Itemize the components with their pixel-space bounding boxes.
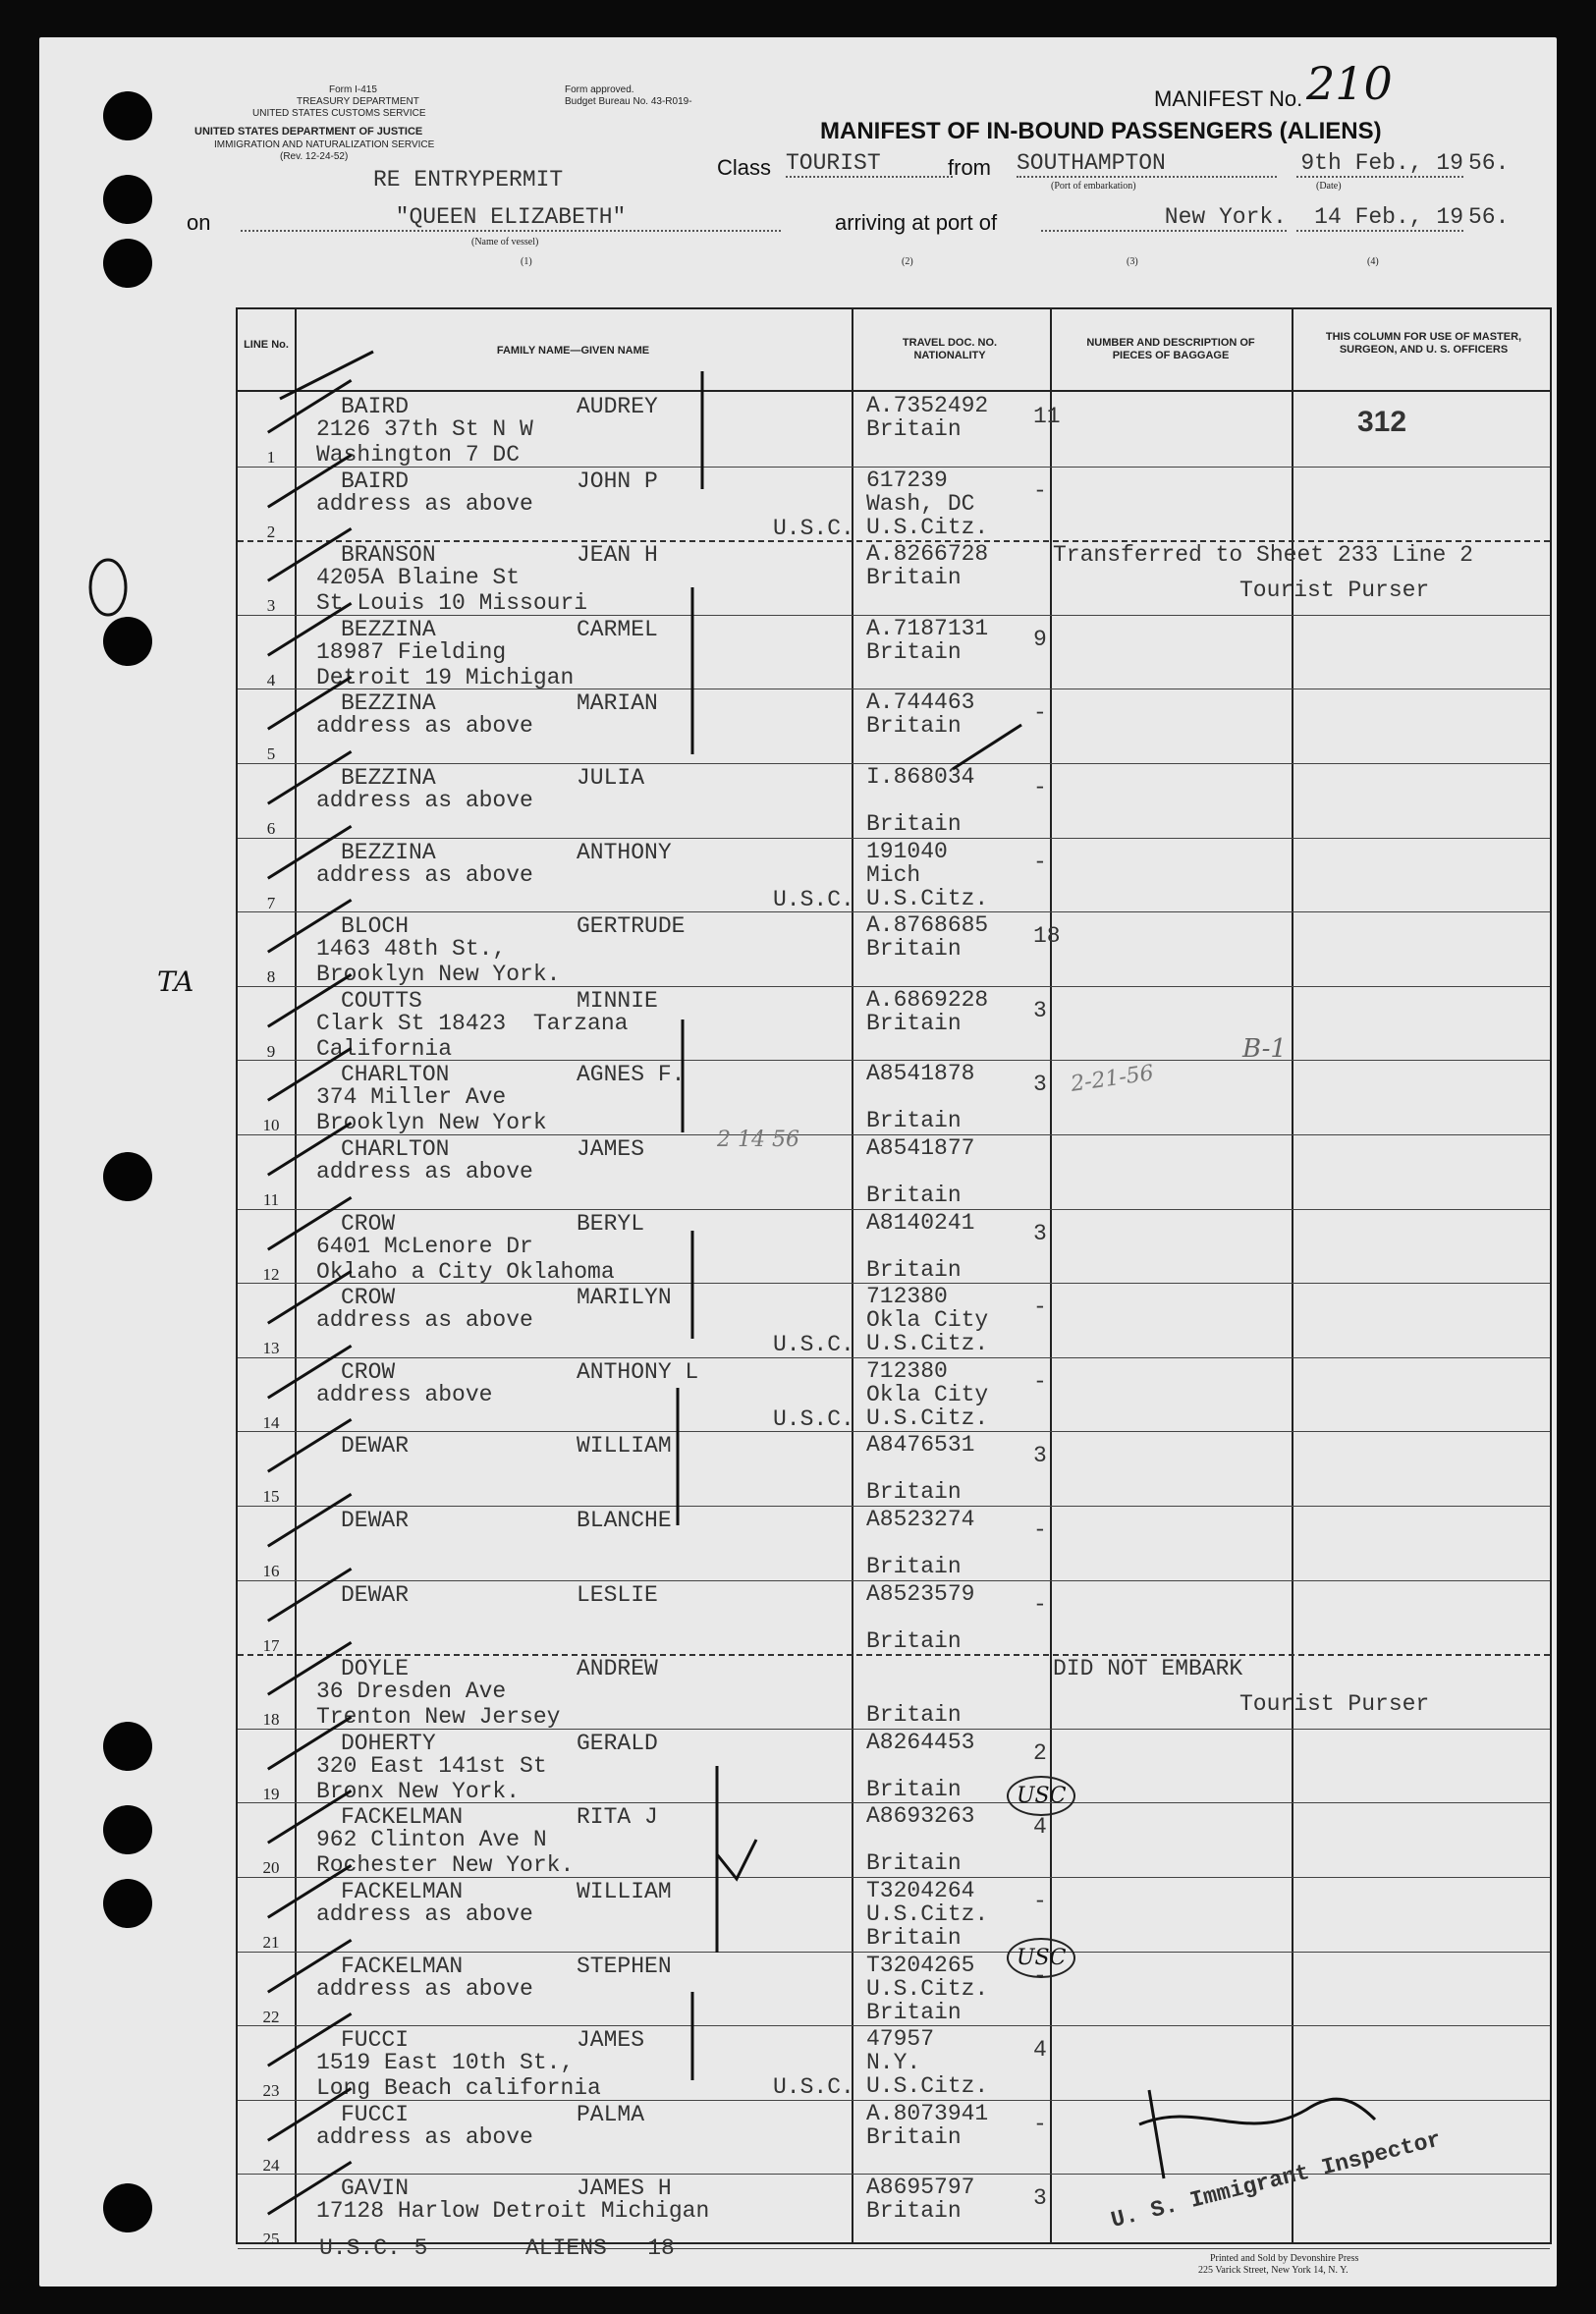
baggage-count: 2 — [1033, 1739, 1047, 1766]
baggage-count: 9 — [1033, 626, 1047, 652]
given-name: JOHN P — [577, 468, 658, 494]
line-number: 4 — [266, 670, 276, 689]
address: address as above — [316, 1901, 533, 1927]
header-line-no: LINE No. — [244, 339, 289, 351]
col1-number: (1) — [521, 256, 532, 267]
b1-mark: B-1 — [1242, 1034, 1287, 1064]
given-name: JAMES H — [577, 2176, 672, 2202]
line-number: 17 — [262, 1635, 280, 1655]
family-name: DEWAR — [341, 1581, 410, 1608]
given-name: PALMA — [577, 2101, 645, 2127]
usc-total: U.S.C. 5 — [319, 2235, 428, 2261]
inspector-stamp: U. S. Immigrant Inspector — [1108, 2126, 1444, 2233]
address: 4205A Blaine St St Louis 10 Missouri — [316, 565, 588, 617]
arrival-year: 56. — [1468, 204, 1510, 230]
family-name: CHARLTON — [341, 1136, 450, 1162]
form-approved: Form approved. — [565, 84, 634, 95]
reentry-permit: RE ENTRYPERMIT — [373, 167, 564, 193]
line-number: 21 — [262, 1933, 280, 1952]
given-name: RITA J — [577, 1804, 658, 1831]
travel-doc: A.7187131 Britain — [866, 615, 989, 665]
family-name: DOYLE — [341, 1656, 410, 1682]
baggage-count: 3 — [1033, 997, 1047, 1023]
port-caption: (Port of embarkation) — [1051, 181, 1136, 192]
family-name: CROW — [341, 1210, 396, 1237]
arrival-date: 14 Feb., 19 — [1296, 204, 1463, 232]
given-name: GERALD — [577, 1730, 658, 1756]
manifest-number: 210 — [1306, 57, 1393, 110]
line-number: 14 — [262, 1412, 280, 1432]
form-revision: (Rev. 12-24-52) — [280, 151, 349, 162]
baggage-count: DID NOT EMBARK — [1053, 1656, 1243, 1682]
line-number: 10 — [262, 1116, 280, 1135]
baggage-count: 3 — [1033, 1443, 1047, 1469]
baggage-count: 11 — [1033, 404, 1061, 429]
baggage-count: - — [1033, 1962, 1047, 1989]
travel-doc: 712380 Okla City U.S.Citz. — [866, 1284, 989, 1357]
travel-doc: A8541878 Britain — [866, 1061, 975, 1134]
line-number: 9 — [266, 1041, 276, 1061]
family-name: CROW — [341, 1285, 396, 1311]
given-name: MINNIE — [577, 987, 658, 1014]
line-number: 1 — [266, 448, 276, 467]
baggage-count: - — [1033, 2111, 1047, 2137]
travel-doc: 617239 Wash, DC U.S.Citz. — [866, 467, 989, 540]
date-caption: (Date) — [1316, 181, 1342, 192]
header-baggage: NUMBER AND DESCRIPTION OF PIECES OF BAGGAGE — [1086, 337, 1255, 361]
official-note: 312 — [1357, 406, 1407, 438]
manifest-page — [39, 37, 1557, 2286]
travel-doc: 712380 Okla City U.S.Citz. — [866, 1357, 989, 1431]
dept-treasury: TREASURY DEPARTMENT — [297, 96, 419, 107]
address: 374 Miller Ave Brooklyn New York — [316, 1084, 547, 1136]
family-name: FUCCI — [341, 2027, 410, 2054]
budget-bureau: Budget Bureau No. 43-R019- — [565, 96, 692, 107]
family-name: FACKELMAN — [341, 1953, 464, 1979]
given-name: JAMES — [577, 2027, 645, 2054]
travel-doc: 47957 N.Y. U.S.Citz. — [866, 2026, 989, 2100]
address: address as above — [316, 1159, 533, 1185]
family-name: FACKELMAN — [341, 1879, 464, 1904]
printer-line-2: 225 Varick Street, New York 14, N. Y. — [1198, 2265, 1348, 2276]
baggage-count: 4 — [1033, 1814, 1047, 1841]
given-name: STEPHEN — [577, 1953, 672, 1979]
travel-doc: A.8768685 Britain — [866, 912, 989, 963]
line-number: 13 — [262, 1339, 280, 1358]
baggage-count: 18 — [1033, 923, 1061, 950]
family-name: BAIRD — [341, 394, 410, 419]
address: 1463 48th St., Brooklyn New York. — [316, 936, 561, 988]
travel-doc: A8140241 Britain — [866, 1209, 975, 1283]
travel-doc: A8264453 Britain — [866, 1729, 975, 1802]
manifest-title: MANIFEST OF IN-BOUND PASSENGERS (ALIENS) — [820, 118, 1382, 144]
line-number: 6 — [266, 819, 276, 838]
address: 6401 McLenore Dr Oklaho a City Oklahoma — [316, 1233, 615, 1285]
travel-doc: A.6869228 Britain — [866, 986, 989, 1036]
family-name: BAIRD — [341, 468, 410, 494]
address: address as above — [316, 861, 533, 888]
family-name: FACKELMAN — [341, 1804, 464, 1831]
given-name: MARILYN — [577, 1285, 672, 1311]
baggage-count: 3 — [1033, 2185, 1047, 2212]
given-name: JAMES — [577, 1136, 645, 1162]
printer-line-1: Printed and Sold by Devonshire Press — [1210, 2253, 1359, 2264]
line-number: 25 — [262, 2230, 280, 2249]
travel-doc: T3204264 U.S.Citz. Britain — [866, 1878, 989, 1951]
baggage-count: 3 — [1033, 1220, 1047, 1246]
line-number: 15 — [262, 1487, 280, 1507]
given-name: GERTRUDE — [577, 913, 686, 940]
line-number: 3 — [266, 596, 276, 616]
travel-doc: A8476531 Britain — [866, 1432, 975, 1506]
travel-doc: A8541877 Britain — [866, 1135, 975, 1208]
travel-doc: A8523274 Britain — [866, 1507, 975, 1579]
line-number: 19 — [262, 1784, 280, 1803]
vessel-caption: (Name of vessel) — [471, 237, 539, 248]
col2-number: (2) — [902, 256, 913, 267]
official-note: Tourist Purser — [1239, 578, 1430, 604]
family-name: DEWAR — [341, 1433, 410, 1460]
travel-doc: A.7352492 Britain — [866, 393, 989, 442]
given-name: BLANCHE — [577, 1508, 672, 1533]
on-label: on — [187, 210, 211, 235]
address: 36 Dresden Ave Trenton New Jersey — [316, 1679, 561, 1731]
baggage-count: 3 — [1033, 1072, 1047, 1098]
travel-doc: I.868034 Britain — [866, 764, 975, 837]
travel-doc: A.8266728 Britain — [866, 541, 989, 591]
line-number: 24 — [262, 2155, 280, 2175]
usc-mark: U.S.C. — [773, 886, 854, 912]
baggage-count: - — [1033, 849, 1047, 875]
col3-number: (3) — [1127, 256, 1138, 267]
line-number: 23 — [262, 2081, 280, 2101]
family-name: BEZZINA — [341, 765, 436, 791]
address: 962 Clinton Ave N Rochester New York. — [316, 1827, 575, 1879]
address: address as above — [316, 713, 533, 740]
manifest-no-label: MANIFEST No. — [1154, 86, 1303, 111]
header-official-use: THIS COLUMN FOR USE OF MASTER, SURGEON, AND U. S. OFFICERS — [1325, 331, 1522, 356]
given-name: JULIA — [577, 765, 645, 791]
usc-circle-mark: USC — [1007, 1938, 1075, 1978]
address: address as above — [316, 490, 533, 517]
usc-circle-mark: USC — [1007, 1776, 1075, 1816]
family-name: DEWAR — [341, 1508, 410, 1533]
travel-doc: A.744463 Britain — [866, 689, 975, 740]
baggage-count: - — [1033, 477, 1047, 504]
header-travel-doc: TRAVEL DOC. NO. NATIONALITY — [902, 337, 998, 361]
address: address above — [316, 1381, 493, 1407]
address: 17128 Harlow Detroit Michigan — [316, 2198, 710, 2225]
col4-number: (4) — [1367, 256, 1379, 267]
usc-mark: U.S.C. — [773, 1405, 854, 1432]
family-name: BEZZINA — [341, 839, 436, 865]
baggage-count: 4 — [1033, 2037, 1047, 2064]
given-name: AUDREY — [577, 394, 658, 419]
usc-mark: U.S.C. — [773, 1332, 854, 1358]
vessel-name: "QUEEN ELIZABETH" — [241, 204, 781, 232]
embark-date: 9th Feb., 19 — [1296, 150, 1463, 178]
baggage-count: - — [1033, 700, 1047, 727]
pen-strokes — [39, 37, 1557, 2286]
family-name: BEZZINA — [341, 690, 436, 717]
embark-port: SOUTHAMPTON — [1017, 150, 1277, 178]
arriving-label: arriving at port of — [835, 210, 998, 235]
address: address as above — [316, 788, 533, 813]
baggage-count: - — [1033, 1517, 1047, 1543]
class-value: TOURIST — [786, 150, 953, 178]
baggage-count: - — [1033, 775, 1047, 800]
line-number: 11 — [262, 1190, 280, 1209]
address: 2126 37th St N W Washington 7 DC — [316, 416, 533, 468]
given-name: AGNES F. — [577, 1062, 686, 1088]
ta-handwritten-mark: TA — [157, 965, 194, 998]
address: address as above — [316, 1307, 533, 1334]
usc-mark: U.S.C. — [773, 515, 854, 541]
official-note: Tourist Purser — [1239, 1691, 1430, 1718]
given-name: LESLIE — [577, 1581, 658, 1608]
date-mark: 2 14 56 — [717, 1128, 799, 1152]
baggage-count: Transferred to Sheet 233 Line 2 — [1053, 542, 1473, 569]
baggage-count: - — [1033, 1295, 1047, 1321]
line-number: 5 — [266, 744, 276, 764]
address: Clark St 18423 Tarzana California — [316, 1010, 629, 1062]
baggage-count: - — [1033, 1591, 1047, 1618]
header-family-name: FAMILY NAME—GIVEN NAME — [496, 345, 650, 357]
from-label: from — [948, 155, 991, 180]
dept-justice: UNITED STATES DEPARTMENT OF JUSTICE — [194, 126, 423, 138]
travel-doc: A.8073941 Britain — [866, 2100, 989, 2150]
family-name: CHARLTON — [341, 1062, 450, 1088]
travel-doc: A8523579 Britain — [866, 1580, 975, 1654]
line-number: 16 — [262, 1562, 280, 1580]
given-name: MARIAN — [577, 690, 658, 717]
line-number: 18 — [262, 1710, 280, 1730]
baggage-count: - — [1033, 1368, 1047, 1395]
line-number: 20 — [262, 1858, 280, 1878]
aliens-total: ALIENS 18 — [525, 2235, 675, 2261]
travel-doc: A8693263 Britain — [866, 1803, 975, 1877]
date-stamp: 2-21-56 — [1069, 1061, 1156, 1097]
travel-doc: Britain — [866, 1702, 962, 1729]
given-name: BERYL — [577, 1210, 645, 1237]
dept-customs: UNITED STATES CUSTOMS SERVICE — [252, 108, 426, 119]
arrival-port: New York. — [1041, 204, 1287, 232]
form-number: Form I-415 — [329, 84, 377, 95]
address: 320 East 141st St Bronx New York. — [316, 1752, 547, 1804]
address: 18987 Fielding Detroit 19 Michigan — [316, 638, 575, 690]
given-name: WILLIAM — [577, 1433, 672, 1460]
line-number: 2 — [266, 522, 276, 541]
travel-doc: T3204265 U.S.Citz. Britain — [866, 1952, 989, 2025]
given-name: ANTHONY — [577, 839, 672, 865]
given-name: CARMEL — [577, 616, 658, 642]
given-name: JEAN H — [577, 542, 658, 569]
dept-immigration: IMMIGRATION AND NATURALIZATION SERVICE — [214, 139, 435, 150]
line-number: 12 — [262, 1264, 280, 1284]
family-name: COUTTS — [341, 987, 422, 1014]
travel-doc: A8695797 Britain — [866, 2175, 975, 2225]
family-name: BRANSON — [341, 542, 436, 569]
usc-mark: U.S.C. — [773, 2074, 854, 2101]
line-number: 8 — [266, 967, 276, 987]
given-name: ANDREW — [577, 1656, 658, 1682]
family-name: DOHERTY — [341, 1730, 436, 1756]
baggage-count: - — [1033, 1889, 1047, 1914]
travel-doc: 191040 Mich U.S.Citz. — [866, 838, 989, 911]
address: address as above — [316, 2123, 533, 2150]
line-number: 22 — [262, 2007, 280, 2026]
line-number: 7 — [266, 893, 276, 912]
family-name: BLOCH — [341, 913, 410, 940]
address: address as above — [316, 1975, 533, 2002]
family-name: CROW — [341, 1358, 396, 1385]
address: 1519 East 10th St., Long Beach california — [316, 2050, 601, 2102]
family-name: BEZZINA — [341, 616, 436, 642]
family-name: FUCCI — [341, 2101, 410, 2127]
class-label: Class — [717, 155, 772, 180]
embark-year: 56. — [1468, 150, 1510, 176]
given-name: WILLIAM — [577, 1879, 672, 1904]
given-name: ANTHONY L — [577, 1358, 699, 1385]
family-name: GAVIN — [341, 2176, 410, 2202]
